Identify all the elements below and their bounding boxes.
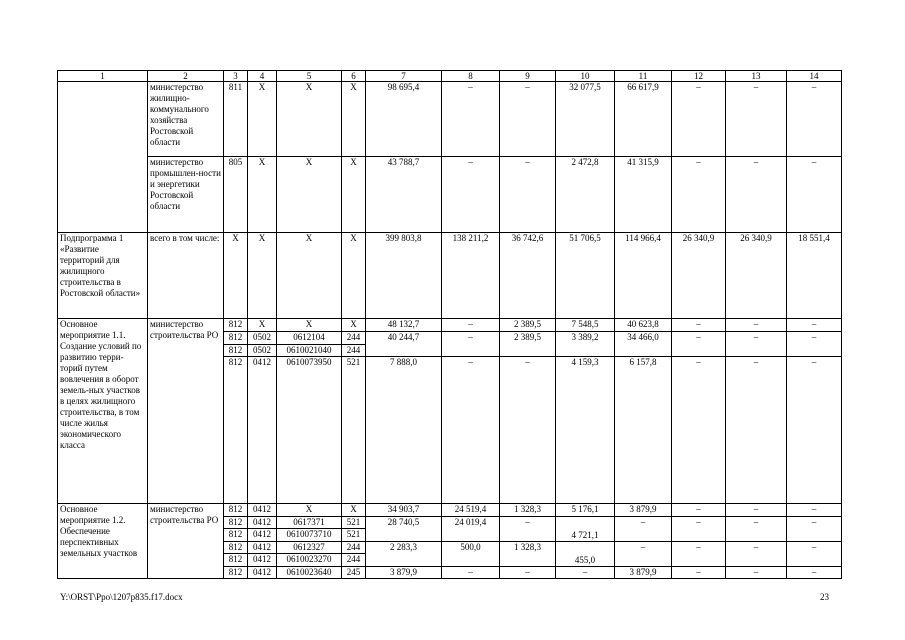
table-cell: X [342, 319, 366, 332]
table-cell: – [442, 567, 500, 579]
table-cell: 40 244,7 [366, 332, 442, 357]
header-cell: 10 [556, 71, 615, 82]
table-cell: 0412 [248, 357, 277, 504]
footer-file-path: Y:\ORST\Ppo\1207p835.f17.docx [60, 592, 183, 602]
table-cell: 26 340,9 [672, 233, 726, 319]
table-cell: 0412 [248, 517, 277, 529]
table-cell: 2 283,3 [366, 542, 442, 567]
table-cell: – [672, 332, 726, 357]
table-cell: всего в том числе: [148, 233, 224, 319]
table-cell: – [500, 357, 556, 504]
table-cell: X [277, 319, 342, 332]
table-cell [58, 82, 148, 233]
table-cell: X [342, 233, 366, 319]
table-cell: – [726, 319, 787, 332]
table-cell: 36 742,6 [500, 233, 556, 319]
table-cell: 812 [224, 567, 248, 579]
table-row [58, 233, 842, 319]
table-cell: министерство жилищно-коммунального хозяйства Ростовской области [148, 82, 224, 157]
table-cell: 24 519,4 [442, 504, 500, 517]
table-cell: 2 472,8 [556, 157, 615, 233]
table-cell: 0610021040 [277, 345, 342, 357]
table-cell: Основное мероприятие 1.2. Обеспечение перспективных земельных участков [58, 504, 148, 579]
table-cell: 3 879,9 [366, 567, 442, 579]
table-cell: 0610023270 [277, 554, 342, 567]
header-cell: 9 [500, 71, 556, 82]
table-cell: – [726, 357, 787, 504]
table-cell: министерство строительства РО [148, 504, 224, 579]
table-cell: 812 [224, 332, 248, 345]
table-cell: 28 740,5 [366, 517, 442, 542]
table-cell: X [277, 82, 342, 157]
table-cell: X [277, 157, 342, 233]
table-cell: 24 019,4 [442, 517, 500, 542]
table-cell: 0412 [248, 554, 277, 567]
table-cell: 811 [224, 82, 248, 157]
table-cell: X [277, 504, 342, 517]
table-cell: – [787, 319, 842, 332]
table-cell: X [248, 157, 277, 233]
table-cell: 18 551,4 [787, 233, 842, 319]
table-cell: 399 803,8 [366, 233, 442, 319]
table-cell: 51 706,5 [556, 233, 615, 319]
table-cell: 521 [342, 529, 366, 542]
header-cell: 6 [342, 71, 366, 82]
header-cell: 3 [224, 71, 248, 82]
table-cell: 244 [342, 345, 366, 357]
table-cell: X [342, 82, 366, 157]
table-cell: 812 [224, 504, 248, 517]
table-cell: X [248, 233, 277, 319]
table-cell: – [500, 82, 556, 157]
header-cell: 1 [58, 71, 148, 82]
table-cell: – [672, 319, 726, 332]
table-cell: 34 903,7 [366, 504, 442, 517]
table-cell: 5 176,1 [556, 504, 615, 517]
header-row [58, 71, 842, 82]
table-cell: – [672, 357, 726, 504]
table-cell: 0610073710 [277, 529, 342, 542]
table-cell: Основное мероприятие 1.1. Создание условий по развитию терри-торий путем вовлечения в оборот земель-ных участков в целях жилищного строительства, в том числе жилья экономического класса [58, 319, 148, 504]
table-cell: 244 [342, 542, 366, 554]
table-cell: 812 [224, 319, 248, 332]
table-cell: 0412 [248, 567, 277, 579]
header-cell: 7 [366, 71, 442, 82]
table-cell: 1 328,3 [500, 504, 556, 517]
table-cell: 812 [224, 517, 248, 529]
table-cell: – [787, 82, 842, 157]
table-cell: – [500, 517, 556, 542]
header-cell: 4 [248, 71, 277, 82]
header-cell: 12 [672, 71, 726, 82]
table-cell: 455,0 [556, 542, 615, 567]
table-cell: – [442, 157, 500, 233]
table-cell: 40 623,8 [615, 319, 672, 332]
table-cell: – [787, 542, 842, 567]
table-cell: 812 [224, 357, 248, 504]
table-cell: 0412 [248, 542, 277, 554]
table-cell: 521 [342, 517, 366, 529]
table-cell: 98 695,4 [366, 82, 442, 157]
table-cell: 138 211,2 [442, 233, 500, 319]
table-cell: 2 389,5 [500, 319, 556, 332]
table-cell: – [787, 504, 842, 517]
table-row [58, 82, 842, 157]
table-cell: 2 389,5 [500, 332, 556, 357]
page-number: 23 [820, 592, 829, 602]
table-cell: 805 [224, 157, 248, 233]
table-cell: 0617371 [277, 517, 342, 529]
table-cell: 812 [224, 542, 248, 554]
table-row [58, 157, 842, 233]
header-cell: 11 [615, 71, 672, 82]
table-cell: X [248, 319, 277, 332]
table-cell: – [787, 567, 842, 579]
table-cell: 0502 [248, 332, 277, 345]
table-cell: 0412 [248, 504, 277, 517]
table-cell: 0412 [248, 529, 277, 542]
table-cell: – [787, 517, 842, 542]
table-cell: 521 [342, 357, 366, 504]
table-cell: – [500, 567, 556, 579]
table-cell: 66 617,9 [615, 82, 672, 157]
table-cell: – [672, 157, 726, 233]
table-cell: – [442, 319, 500, 332]
table-cell: 7 888,0 [366, 357, 442, 504]
header-cell: 8 [442, 71, 500, 82]
table-cell: 3 879,9 [615, 567, 672, 579]
table-cell: – [726, 542, 787, 567]
table-cell: X [224, 233, 248, 319]
table-cell: 245 [342, 567, 366, 579]
table-cell: 812 [224, 529, 248, 542]
table-cell: – [787, 357, 842, 504]
table-cell: – [672, 567, 726, 579]
table-cell: – [787, 157, 842, 233]
table-cell: 0502 [248, 345, 277, 357]
table-cell: 4 721,1 [556, 517, 615, 542]
table-cell: 0612327 [277, 542, 342, 554]
table-cell: – [672, 504, 726, 517]
table-cell: – [442, 357, 500, 504]
table-cell: – [726, 517, 787, 542]
table-cell: 34 466,0 [615, 332, 672, 357]
table-cell: 244 [342, 332, 366, 345]
table-cell: 3 389,2 [556, 332, 615, 357]
table-cell: 41 315,9 [615, 157, 672, 233]
table-cell: 0610023640 [277, 567, 342, 579]
table-cell: – [672, 82, 726, 157]
table-row [58, 319, 842, 332]
table-cell: – [672, 517, 726, 542]
table-cell: X [342, 157, 366, 233]
table-cell: – [726, 332, 787, 357]
table-cell: 48 132,7 [366, 319, 442, 332]
table-cell: – [556, 567, 615, 579]
table-cell: – [787, 332, 842, 357]
table-cell: X [277, 233, 342, 319]
table-cell: 6 157,8 [615, 357, 672, 504]
table-cell: – [615, 542, 672, 567]
table-cell: 26 340,9 [726, 233, 787, 319]
table-cell: Подпрограмма 1 «Развитие территорий для жилищного строительства в Ростовской области» [58, 233, 148, 319]
table-cell: 114 966,4 [615, 233, 672, 319]
table-cell: – [442, 82, 500, 157]
table-cell: 32 077,5 [556, 82, 615, 157]
table-cell: X [342, 504, 366, 517]
header-cell: 14 [787, 71, 842, 82]
table-cell: – [726, 82, 787, 157]
table-cell: 812 [224, 554, 248, 567]
table-cell: – [500, 157, 556, 233]
table-cell: 4 159,3 [556, 357, 615, 504]
header-cell: 2 [148, 71, 224, 82]
table-cell: министерство строительства РО [148, 319, 224, 504]
header-cell: 13 [726, 71, 787, 82]
table-cell: 1 328,3 [500, 542, 556, 567]
table-cell: 0612104 [277, 332, 342, 345]
header-cell: 5 [277, 71, 342, 82]
table-cell: X [248, 82, 277, 157]
table-cell: 7 548,5 [556, 319, 615, 332]
table-cell: 0610073950 [277, 357, 342, 504]
budget-table [57, 70, 842, 579]
table-cell: 3 879,9 [615, 504, 672, 517]
table-cell: 244 [342, 554, 366, 567]
table-cell: – [442, 332, 500, 357]
table-cell: – [615, 517, 672, 542]
table-cell: министерство промышлен-ности и энергетики Ростовской области [148, 157, 224, 233]
table-cell: – [726, 567, 787, 579]
table-cell: – [726, 504, 787, 517]
table-row [58, 504, 842, 517]
table-cell: – [726, 157, 787, 233]
table-cell: 43 788,7 [366, 157, 442, 233]
table-cell: 812 [224, 345, 248, 357]
table-cell: 500,0 [442, 542, 500, 567]
table-cell: – [672, 542, 726, 567]
